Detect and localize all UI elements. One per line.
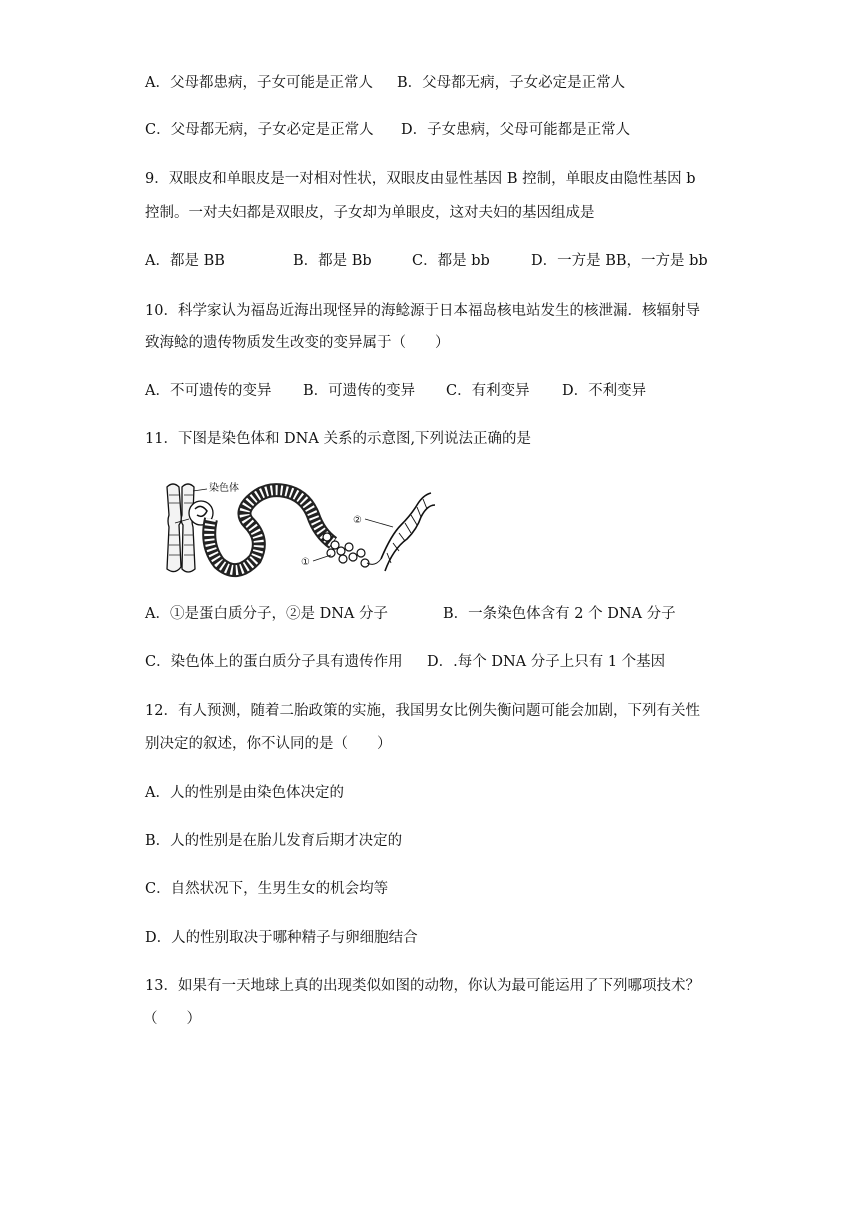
q12-option-b: B．人的性别是在胎儿发育后期才决定的 bbox=[145, 833, 403, 849]
q13-stem-line-2: （ ） bbox=[143, 1011, 201, 1027]
q9-option-a: A．都是 BB bbox=[145, 253, 225, 269]
q9-option-d: D．一方是 BB，一方是 bb bbox=[531, 253, 708, 269]
q11-option-b: B．一条染色体含有 2 个 DNA 分子 bbox=[443, 606, 676, 622]
q10-option-a: A．不可遗传的变异 bbox=[145, 383, 272, 399]
q11-option-a: A．①是蛋白质分子，②是 DNA 分子 bbox=[145, 606, 388, 622]
q8-option-b: B．父母都无病，子女必定是正常人 bbox=[397, 75, 626, 91]
q12-option-c: C．自然状况下，生男生女的机会均等 bbox=[145, 881, 389, 897]
q9-stem-line-1: 9．双眼皮和单眼皮是一对相对性状，双眼皮由显性基因 B 控制，单眼皮由隐性基因 b bbox=[145, 171, 696, 187]
q9-option-b: B．都是 Bb bbox=[293, 253, 372, 269]
dna-double-helix bbox=[381, 493, 435, 571]
q8-option-d: D．子女患病，父母可能都是正常人 bbox=[401, 122, 631, 138]
q10-option-d: D．不利变异 bbox=[562, 383, 647, 399]
q10-option-c: C．有利变异 bbox=[446, 383, 530, 399]
q12-option-a: A．人的性别是由染色体决定的 bbox=[145, 785, 344, 801]
q9-options-row bbox=[145, 251, 708, 271]
q8-option-a: A．父母都患病，子女可能是正常人 bbox=[145, 75, 373, 91]
q8-option-c: C．父母都无病，子女必定是正常人 bbox=[145, 122, 374, 138]
q9-option-c: C．都是 bb bbox=[412, 253, 490, 269]
label-2: ② bbox=[353, 515, 362, 526]
q11-stem: 11．下图是染色体和 DNA 关系的示意图,下列说法正确的是 bbox=[145, 431, 532, 447]
coiled-fibre bbox=[209, 490, 333, 570]
q12-stem-line-2: 别决定的叙述，你不认同的是（ ） bbox=[145, 736, 392, 752]
chromosome-dna-svg bbox=[155, 475, 440, 580]
q8-options-row-1 bbox=[145, 73, 625, 93]
q10-stem-line-1: 10．科学家认为福岛近海出现怪异的海鲶源于日本福岛核电站发生的核泄漏．核辐射导 bbox=[145, 303, 700, 319]
q11-options-row-2 bbox=[145, 652, 665, 672]
label-chromosome: 染色体 bbox=[209, 483, 239, 494]
q10-stem-line-2: 致海鲶的遗传物质发生改变的变异属于（ ） bbox=[145, 335, 450, 351]
q10-options-row bbox=[145, 381, 646, 401]
q12-option-d: D．人的性别取决于哪种精子与卵细胞结合 bbox=[145, 930, 418, 946]
nucleosome-beads bbox=[323, 533, 369, 567]
q13-stem-line-1: 13．如果有一天地球上真的出现类似如图的动物，你认为最可能运用了下列哪项技术？ bbox=[145, 978, 700, 994]
chromosome-dna-diagram bbox=[155, 475, 440, 580]
q12-stem-line-1: 12．有人预测，随着二胎政策的实施，我国男女比例失衡问题可能会加剧，下列有关性 bbox=[145, 703, 700, 719]
q9-stem-line-2: 控制。一对夫妇都是双眼皮，子女却为单眼皮，这对夫妇的基因组成是 bbox=[145, 205, 595, 221]
q10-option-b: B．可遗传的变异 bbox=[303, 383, 416, 399]
q11-option-d: D．.每个 DNA 分子上只有 1 个基因 bbox=[427, 654, 666, 670]
q11-options-row-1 bbox=[145, 604, 676, 624]
q8-options-row-2 bbox=[145, 120, 630, 140]
chromosome-shape bbox=[167, 484, 195, 572]
label-1: ① bbox=[301, 557, 310, 568]
q11-option-c: C．染色体上的蛋白质分子具有遗传作用 bbox=[145, 654, 403, 670]
